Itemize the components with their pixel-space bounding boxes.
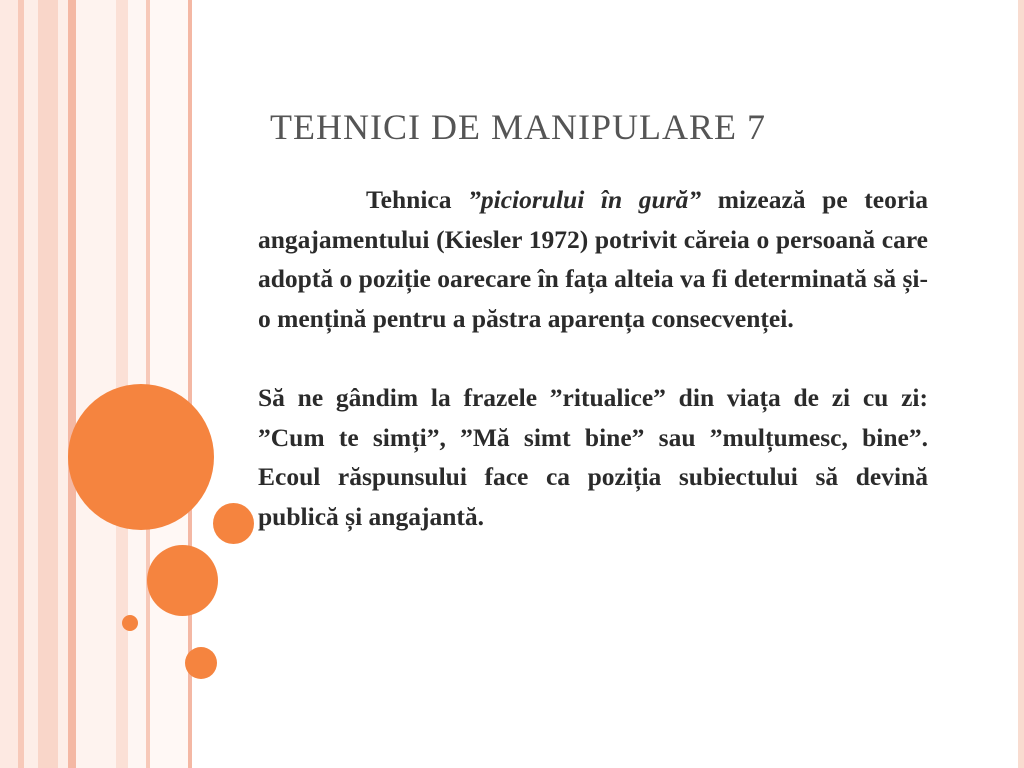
stripe bbox=[0, 0, 18, 768]
stripe bbox=[24, 0, 38, 768]
paragraph-1-rest: mizează pe teoria angajamentului (Kiesler 1972) potrivit căreia o persoană care adoptă o poziție oarecare în fața alteia va fi determinată să și-o mențină pentru a păstra aparența consecvenței. bbox=[258, 185, 928, 333]
stripe bbox=[38, 0, 58, 768]
paragraph-1-emphasis: ”piciorului în gură” bbox=[468, 185, 702, 214]
stripe bbox=[116, 0, 128, 768]
paragraph-2: Să ne gândim la frazele ”ritualice” din viața de zi cu zi: ”Cum te simți”, ”Mă simt bine” sau ”mulțumesc, bine”. Ecoul răspunsului face ca poziția subiectului să devină publică și angajantă. bbox=[258, 383, 928, 531]
paragraph-1-lead: Tehnica bbox=[366, 185, 469, 214]
decorative-circle-small bbox=[213, 503, 254, 544]
stripe bbox=[68, 0, 76, 768]
decorative-circle-large bbox=[68, 384, 214, 530]
slide-title: TEHNICI DE MANIPULARE 7 bbox=[270, 107, 766, 147]
paragraph-1 bbox=[258, 180, 928, 338]
slide-body bbox=[258, 180, 928, 536]
decorative-circle-tiny bbox=[122, 615, 138, 631]
right-edge-stripe bbox=[1018, 0, 1024, 768]
decorative-circle-small bbox=[185, 647, 217, 679]
stripe bbox=[150, 0, 188, 768]
decorative-stripes bbox=[0, 0, 195, 768]
stripe bbox=[76, 0, 116, 768]
stripe bbox=[58, 0, 68, 768]
decorative-circle-medium bbox=[147, 545, 218, 616]
